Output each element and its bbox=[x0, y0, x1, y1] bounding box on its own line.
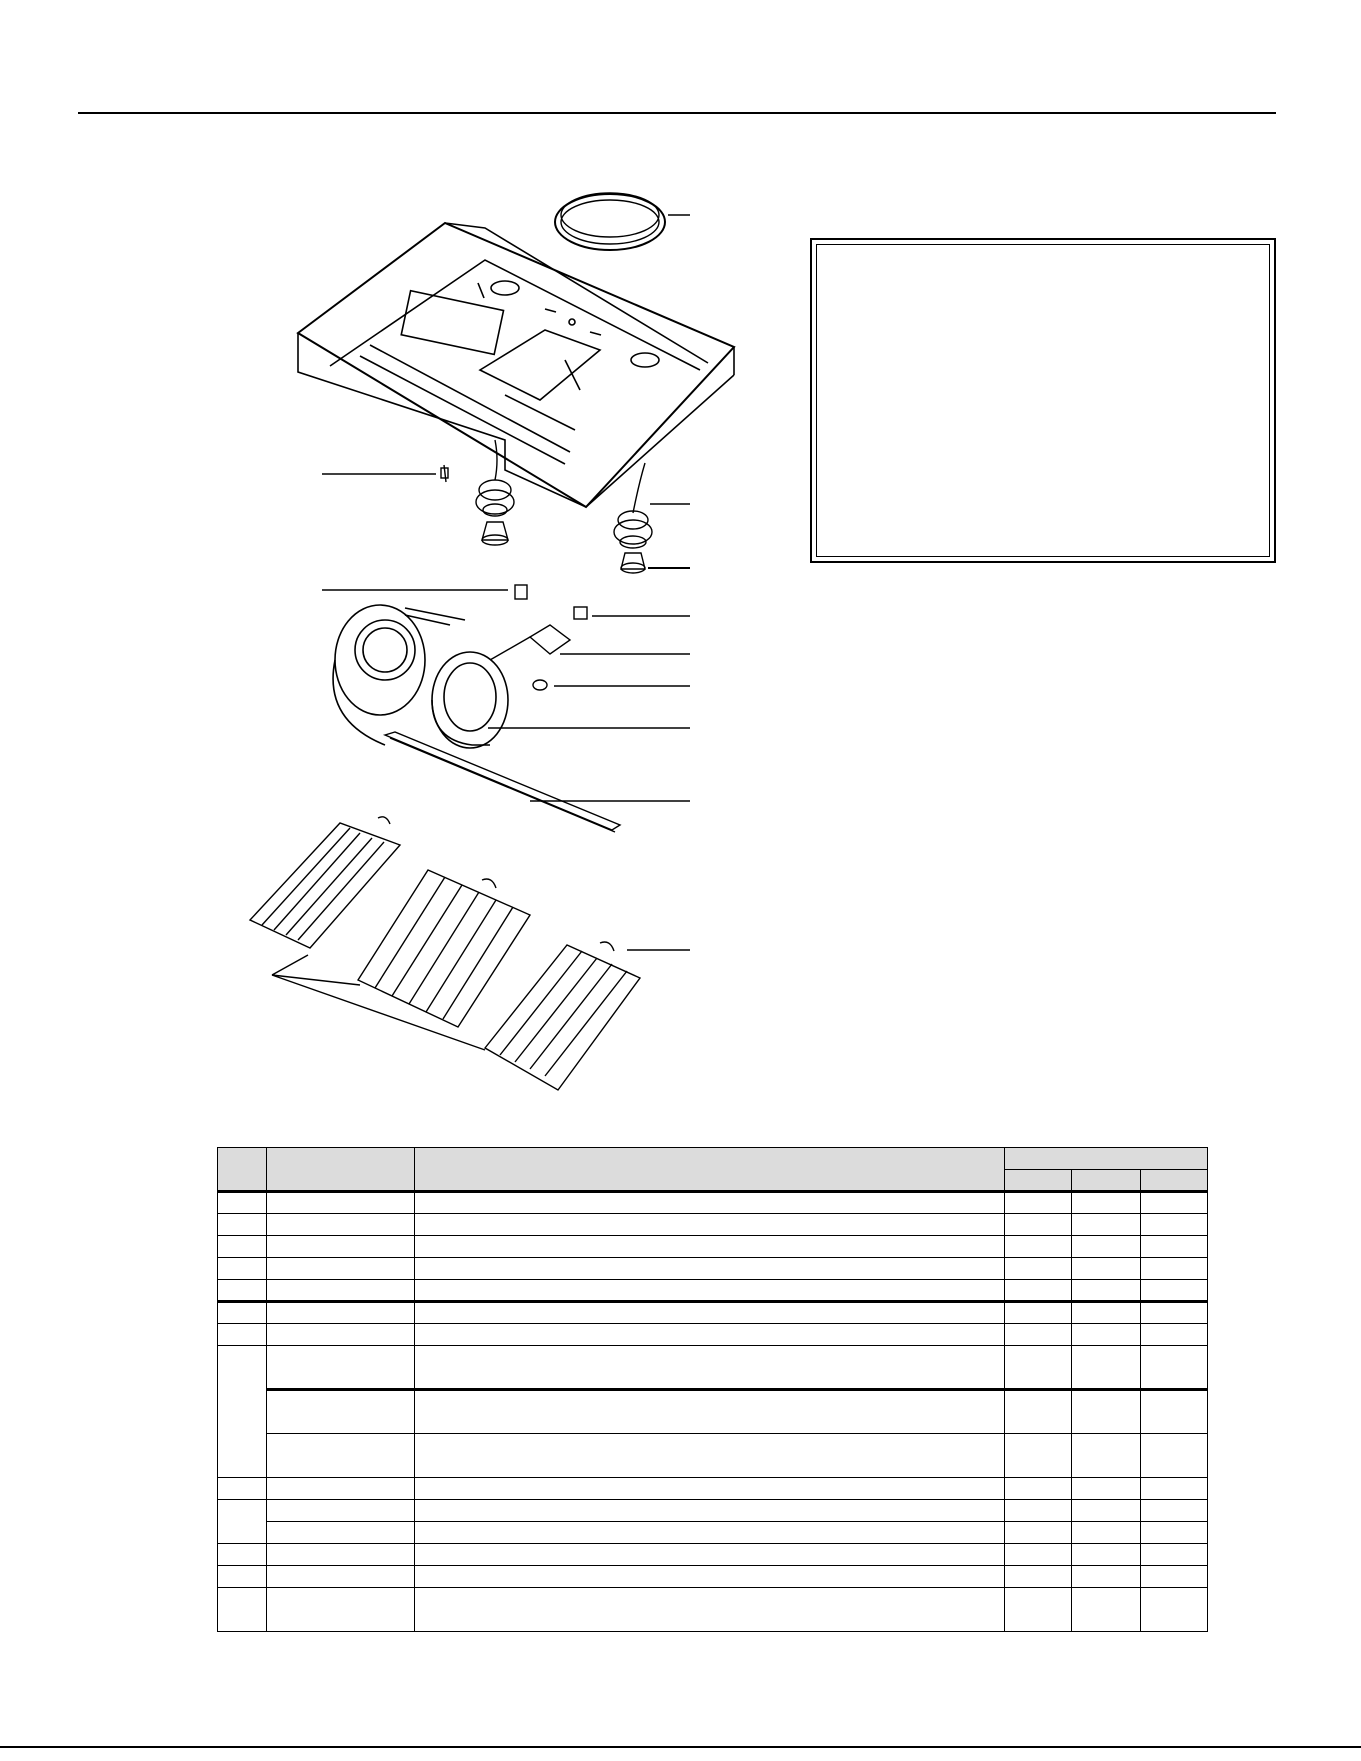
header-part-number bbox=[267, 1148, 415, 1192]
cell-part-number bbox=[267, 1500, 415, 1522]
cell-qty-1 bbox=[1005, 1324, 1072, 1346]
cell-qty-1 bbox=[1005, 1346, 1072, 1390]
cell-part-number bbox=[267, 1478, 415, 1500]
cell-qty-3 bbox=[1141, 1280, 1208, 1302]
cell-qty-1 bbox=[1005, 1258, 1072, 1280]
cell-item bbox=[218, 1302, 267, 1324]
bottom-rule bbox=[0, 1746, 1361, 1748]
baffle-filter-left bbox=[250, 817, 400, 948]
cell-part-number bbox=[267, 1214, 415, 1236]
cell-qty-2 bbox=[1072, 1500, 1141, 1522]
cell-part-number bbox=[267, 1522, 415, 1544]
cell-item bbox=[218, 1478, 267, 1500]
cell-qty-1 bbox=[1005, 1236, 1072, 1258]
cell-qty-2 bbox=[1072, 1522, 1141, 1544]
cell-description bbox=[415, 1500, 1005, 1522]
table-row bbox=[218, 1236, 1208, 1258]
cell-part-number bbox=[267, 1390, 415, 1434]
junction-box bbox=[490, 625, 570, 660]
cell-part-number bbox=[267, 1258, 415, 1280]
cell-item bbox=[218, 1280, 267, 1302]
hood-body bbox=[298, 223, 734, 507]
cell-description bbox=[415, 1434, 1005, 1478]
cell-description bbox=[415, 1280, 1005, 1302]
cell-description bbox=[415, 1588, 1005, 1632]
parts-table bbox=[217, 1147, 1208, 1632]
cell-qty-3 bbox=[1141, 1522, 1208, 1544]
cell-part-number bbox=[267, 1566, 415, 1588]
cell-part-number bbox=[267, 1236, 415, 1258]
cell-part-number bbox=[267, 1346, 415, 1390]
cell-item bbox=[218, 1258, 267, 1280]
cell-qty-3 bbox=[1141, 1214, 1208, 1236]
cell-description bbox=[415, 1390, 1005, 1434]
cell-qty-2 bbox=[1072, 1192, 1141, 1214]
cell-qty-3 bbox=[1141, 1346, 1208, 1390]
cell-qty-1 bbox=[1005, 1192, 1072, 1214]
table-row bbox=[218, 1544, 1208, 1566]
clip-right bbox=[574, 607, 587, 619]
cell-qty-2 bbox=[1072, 1588, 1141, 1632]
lamp-socket-left bbox=[476, 440, 514, 545]
cell-qty-2 bbox=[1072, 1324, 1141, 1346]
baffle-filter-right bbox=[485, 942, 640, 1090]
cell-qty-3 bbox=[1141, 1324, 1208, 1346]
table-row bbox=[218, 1324, 1208, 1346]
cell-qty-1 bbox=[1005, 1478, 1072, 1500]
cell-qty-2 bbox=[1072, 1478, 1141, 1500]
table-row bbox=[218, 1192, 1208, 1214]
cell-qty-3 bbox=[1141, 1390, 1208, 1434]
knob bbox=[533, 680, 547, 690]
front-rail bbox=[385, 732, 620, 832]
cell-qty-1 bbox=[1005, 1500, 1072, 1522]
cell-description bbox=[415, 1522, 1005, 1544]
cell-qty-2 bbox=[1072, 1236, 1141, 1258]
cell-description bbox=[415, 1346, 1005, 1390]
cell-qty-3 bbox=[1141, 1302, 1208, 1324]
cell-item bbox=[218, 1214, 267, 1236]
cell-qty-2 bbox=[1072, 1280, 1141, 1302]
cell-qty-1 bbox=[1005, 1280, 1072, 1302]
cell-qty-2 bbox=[1072, 1346, 1141, 1390]
cell-item bbox=[218, 1346, 267, 1478]
cell-description bbox=[415, 1544, 1005, 1566]
cell-part-number bbox=[267, 1544, 415, 1566]
cell-description bbox=[415, 1236, 1005, 1258]
cell-qty-1 bbox=[1005, 1522, 1072, 1544]
table-row bbox=[218, 1214, 1208, 1236]
duct-collar-ring bbox=[555, 193, 665, 250]
cell-qty-1 bbox=[1005, 1214, 1072, 1236]
cell-part-number bbox=[267, 1434, 415, 1478]
table-row bbox=[218, 1280, 1208, 1302]
cell-part-number bbox=[267, 1302, 415, 1324]
notes-box bbox=[810, 238, 1276, 563]
cell-description bbox=[415, 1302, 1005, 1324]
cell-qty-2 bbox=[1072, 1566, 1141, 1588]
header-qty-group bbox=[1005, 1148, 1208, 1170]
cell-description bbox=[415, 1324, 1005, 1346]
cell-part-number bbox=[267, 1324, 415, 1346]
cell-qty-2 bbox=[1072, 1544, 1141, 1566]
cell-qty-3 bbox=[1141, 1258, 1208, 1280]
table-row bbox=[218, 1478, 1208, 1500]
header-qty-2 bbox=[1072, 1170, 1141, 1192]
cell-qty-1 bbox=[1005, 1588, 1072, 1632]
cell-qty-3 bbox=[1141, 1236, 1208, 1258]
cell-qty-2 bbox=[1072, 1434, 1141, 1478]
cell-part-number bbox=[267, 1192, 415, 1214]
cell-item bbox=[218, 1544, 267, 1566]
cell-qty-3 bbox=[1141, 1192, 1208, 1214]
cell-qty-1 bbox=[1005, 1390, 1072, 1434]
cell-item bbox=[218, 1192, 267, 1214]
cell-item bbox=[218, 1500, 267, 1544]
cell-part-number bbox=[267, 1280, 415, 1302]
table-row bbox=[218, 1346, 1208, 1390]
cell-description bbox=[415, 1258, 1005, 1280]
screw bbox=[441, 465, 448, 482]
cell-qty-3 bbox=[1141, 1500, 1208, 1522]
lamp-socket-right bbox=[614, 463, 652, 573]
cell-qty-2 bbox=[1072, 1214, 1141, 1236]
cell-description bbox=[415, 1566, 1005, 1588]
cell-qty-2 bbox=[1072, 1390, 1141, 1434]
cell-qty-3 bbox=[1141, 1544, 1208, 1566]
table-row bbox=[218, 1500, 1208, 1522]
cell-item bbox=[218, 1566, 267, 1588]
table-row bbox=[218, 1566, 1208, 1588]
cell-qty-2 bbox=[1072, 1302, 1141, 1324]
table-row bbox=[218, 1302, 1208, 1324]
table-row bbox=[218, 1588, 1208, 1632]
header-item bbox=[218, 1148, 267, 1192]
cell-description bbox=[415, 1192, 1005, 1214]
cell-qty-3 bbox=[1141, 1478, 1208, 1500]
baffle-filter-center bbox=[358, 870, 530, 1027]
cell-qty-1 bbox=[1005, 1566, 1072, 1588]
cell-item bbox=[218, 1324, 267, 1346]
cell-item bbox=[218, 1236, 267, 1258]
cell-qty-1 bbox=[1005, 1544, 1072, 1566]
cell-qty-3 bbox=[1141, 1588, 1208, 1632]
cell-part-number bbox=[267, 1588, 415, 1632]
cell-description bbox=[415, 1478, 1005, 1500]
table-row bbox=[218, 1522, 1208, 1544]
clip-left bbox=[515, 585, 527, 599]
cell-qty-3 bbox=[1141, 1434, 1208, 1478]
table-row bbox=[218, 1258, 1208, 1280]
header-qty-1 bbox=[1005, 1170, 1072, 1192]
notes-box-text bbox=[816, 244, 1270, 557]
header-qty-3 bbox=[1141, 1170, 1208, 1192]
cell-qty-1 bbox=[1005, 1434, 1072, 1478]
cell-qty-3 bbox=[1141, 1566, 1208, 1588]
blower-motor bbox=[333, 605, 508, 748]
cell-item bbox=[218, 1588, 267, 1632]
cell-qty-2 bbox=[1072, 1258, 1141, 1280]
table-row bbox=[218, 1434, 1208, 1478]
table-row bbox=[218, 1390, 1208, 1434]
cell-description bbox=[415, 1214, 1005, 1236]
header-description bbox=[415, 1148, 1005, 1192]
cell-qty-1 bbox=[1005, 1302, 1072, 1324]
